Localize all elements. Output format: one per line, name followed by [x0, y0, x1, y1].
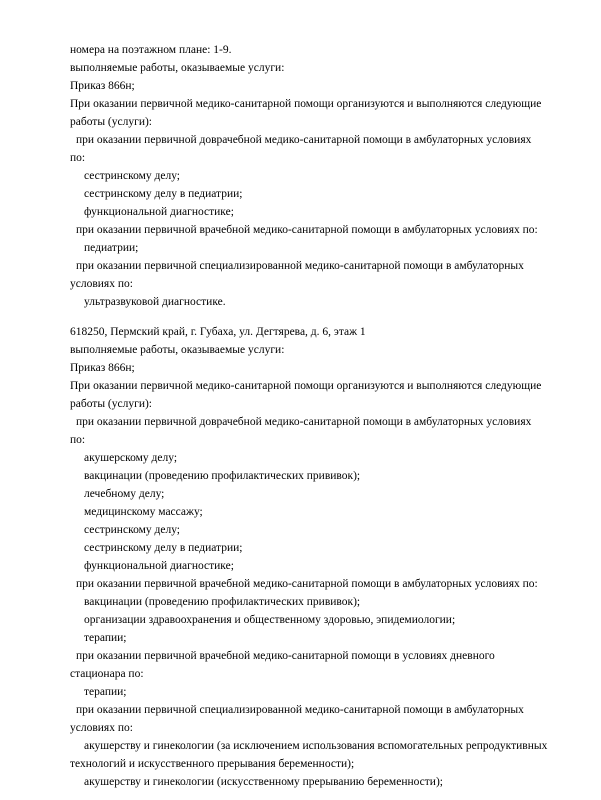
service-item: сестринскому делу; — [84, 170, 180, 182]
service-item: терапии; — [84, 686, 127, 698]
works-services-heading: выполняемые работы, оказываемые услуги: — [70, 344, 285, 356]
works-services-heading: выполняемые работы, оказываемые услуги: — [70, 62, 285, 74]
service-item: функциональной диагностике; — [84, 560, 234, 572]
service-item: акушерству и гинекологии (искусственному прерыванию беременности); — [84, 776, 443, 788]
service-item: сестринскому делу в педиатрии; — [84, 188, 243, 200]
service-item: сестринскому делу в педиатрии; — [84, 542, 243, 554]
category-heading: при оказании первичной врачебной медико-санитарной помощи в амбулаторных условиях по: — [76, 224, 538, 236]
service-item: организации здравоохранения и общественному здоровью, эпидемиологии; — [84, 614, 456, 626]
service-item: терапии; — [84, 632, 127, 644]
intro-line-cont: работы (услуги): — [70, 116, 152, 128]
service-item: вакцинации (проведению профилактических прививок); — [84, 596, 361, 608]
service-item: вакцинации (проведению профилактических прививок); — [84, 470, 361, 482]
service-item: ультразвуковой диагностике. — [84, 296, 226, 308]
category-heading: при оказании первичной врачебной медико-санитарной помощи в условиях дневного — [76, 650, 495, 662]
category-heading-cont: по: — [70, 434, 86, 446]
service-item: акушерству и гинекологии (за исключением использования вспомогательных репродуктивных — [84, 740, 548, 752]
category-heading: при оказании первичной врачебной медико-санитарной помощи в амбулаторных условиях по: — [76, 578, 538, 590]
intro-line: При оказании первичной медико-санитарной помощи организуются и выполняются следующие — [70, 380, 542, 392]
address-line: 618250, Пермский край, г. Губаха, ул. Дегтярева, д. 6, этаж 1 — [70, 326, 366, 338]
service-item: сестринскому делу; — [84, 524, 180, 536]
category-heading: при оказании первичной специализированной медико-санитарной помощи в амбулаторных — [76, 704, 524, 716]
category-heading: при оказании первичной доврачебной медико-санитарной помощи в амбулаторных условиях — [76, 134, 532, 146]
category-heading: при оказании первичной доврачебной медико-санитарной помощи в амбулаторных условиях — [76, 416, 532, 428]
plan-numbers-line: номера на поэтажном плане: 1-9. — [70, 44, 232, 56]
category-heading: при оказании первичной специализированной медико-санитарной помощи в амбулаторных — [76, 260, 524, 272]
category-heading-cont: условиях по: — [70, 278, 133, 290]
intro-line: При оказании первичной медико-санитарной помощи организуются и выполняются следующие — [70, 98, 542, 110]
service-item: лечебному делу; — [84, 488, 165, 500]
service-item: медицинскому массажу; — [84, 506, 203, 518]
category-heading-cont: стационара по: — [70, 668, 144, 680]
service-item: педиатрии; — [84, 242, 139, 254]
service-item-cont: технологий и искусственного прерывания беременности); — [70, 758, 355, 770]
category-heading-cont: условиях по: — [70, 722, 133, 734]
service-item: акушерскому делу; — [84, 452, 178, 464]
category-heading-cont: по: — [70, 152, 86, 164]
order-reference: Приказ 866н; — [70, 362, 135, 374]
service-item: функциональной диагностике; — [84, 206, 234, 218]
order-reference: Приказ 866н; — [70, 80, 135, 92]
intro-line-cont: работы (услуги): — [70, 398, 152, 410]
